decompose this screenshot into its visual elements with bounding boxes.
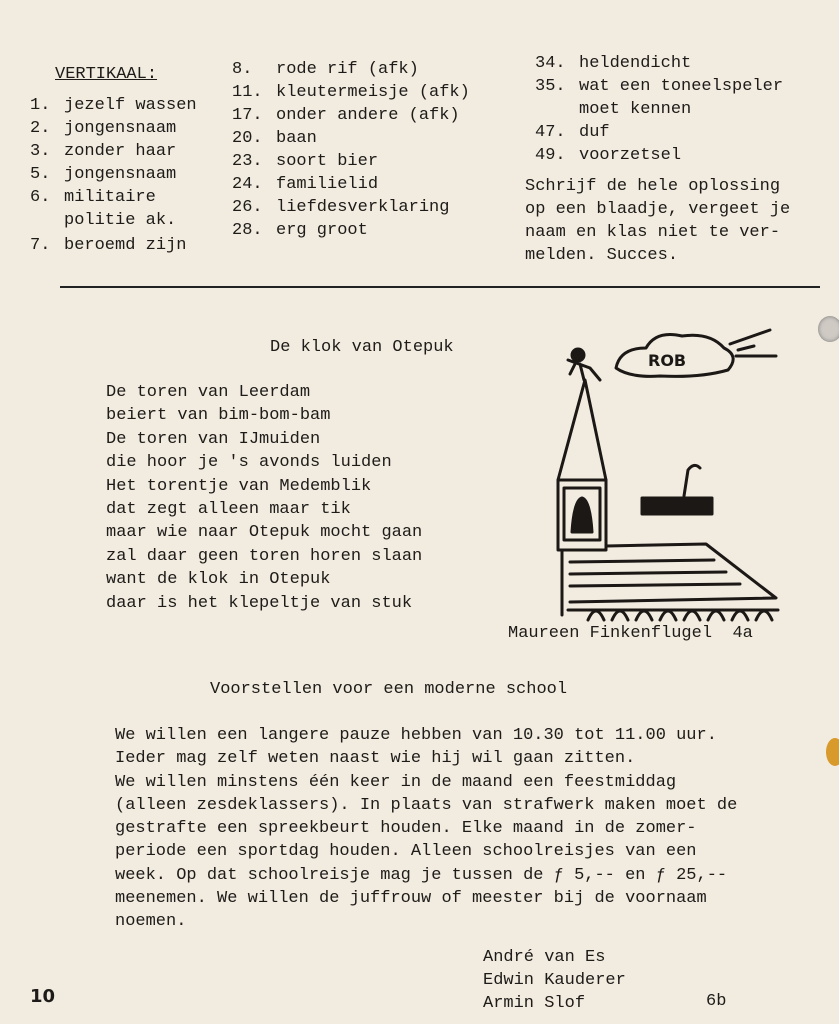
proposal-line: week. Op dat schoolreisje mag je tussen de ƒ 5,-- en ƒ 25,-- bbox=[115, 865, 728, 885]
proposal-line: noemen. bbox=[115, 912, 187, 932]
clue-item: 2. jongensnaam bbox=[30, 119, 177, 138]
poem-line: Het torentje van Medemblik bbox=[106, 476, 372, 496]
punch-hole bbox=[818, 316, 839, 342]
proposal-line: We willen minstens één keer in de maand een feestmiddag bbox=[115, 772, 677, 792]
instruction-line: naam en klas niet te ver- bbox=[525, 223, 781, 242]
poem-line: maar wie naar Otepuk mocht gaan bbox=[106, 523, 423, 543]
instruction-line: op een blaadje, vergeet je bbox=[525, 200, 791, 219]
clue-item: 35. wat een toneelspeler bbox=[535, 77, 784, 96]
author-name: André van Es bbox=[483, 948, 606, 967]
clue-item: 6. militaire bbox=[30, 188, 156, 207]
instruction-line: melden. Succes. bbox=[525, 246, 679, 265]
clue-item: 23. soort bier bbox=[232, 152, 379, 171]
poem-line: De toren van IJmuiden bbox=[106, 429, 321, 449]
poem-line: zal daar geen toren horen slaan bbox=[106, 546, 423, 566]
proposals-title: Voorstellen voor een moderne school bbox=[210, 680, 568, 699]
clue-item: 47. duf bbox=[535, 123, 610, 142]
tower-drawing bbox=[540, 320, 790, 630]
clue-item: 49. voorzetsel bbox=[535, 146, 682, 165]
punch-hole bbox=[826, 738, 839, 766]
instruction-line: Schrijf de hele oplossing bbox=[525, 177, 781, 196]
proposal-line: Ieder mag zelf weten naast wie hij wil gaan zitten. bbox=[115, 749, 636, 769]
poem-author-class: 4a bbox=[732, 624, 753, 643]
proposal-authors bbox=[483, 946, 626, 1015]
proposal-line: periode een sportdag houden. Alleen schoolreisjes van een bbox=[115, 842, 697, 862]
poem-line: beiert van bim-bom-bam bbox=[106, 406, 331, 426]
clue-item: 7. beroemd zijn bbox=[30, 236, 187, 255]
clue-item: 28. erg groot bbox=[232, 221, 368, 240]
crossword-instructions bbox=[525, 175, 790, 267]
clue-item: moet kennen bbox=[579, 100, 692, 119]
poem-line: De toren van Leerdam bbox=[106, 383, 311, 402]
poem-author-line bbox=[508, 622, 753, 645]
proposal-line: gestrafte een spreekbeurt houden. Elke maand in de zomer- bbox=[115, 819, 697, 839]
clue-item: 3. zonder haar bbox=[30, 142, 177, 161]
clue-column-3 bbox=[535, 52, 783, 167]
author-name: Edwin Kauderer bbox=[483, 971, 626, 990]
poem-line: want de klok in Otepuk bbox=[106, 570, 331, 590]
clue-item: 34. heldendicht bbox=[535, 54, 692, 73]
poem-line: dat zegt alleen maar tik bbox=[106, 500, 351, 520]
clue-item: 5. jongensnaam bbox=[30, 165, 177, 184]
proposal-line: (alleen zesdeklassers). In plaats van strafwerk maken moet de bbox=[115, 795, 738, 815]
clue-item: 17. onder andere (afk) bbox=[232, 106, 460, 125]
clue-item: politie ak. bbox=[64, 211, 177, 230]
clue-item: 1. jezelf wassen bbox=[30, 96, 197, 115]
clue-column-2 bbox=[232, 58, 470, 242]
proposals-body bbox=[115, 724, 737, 934]
poem-line: daar is het klepeltje van stuk bbox=[106, 593, 413, 613]
clue-item: 20. baan bbox=[232, 129, 317, 148]
clue-item: 8. rode rif (afk) bbox=[232, 60, 419, 79]
page-number: 10 bbox=[30, 986, 56, 1007]
poem-title: De klok van Otepuk bbox=[270, 338, 454, 357]
poem-author: Maureen Finkenflugel bbox=[508, 624, 713, 643]
cloud-text: ROB bbox=[648, 351, 687, 370]
clue-item: 11. kleutermeisje (afk) bbox=[232, 83, 470, 102]
poem-line: die hoor je 's avonds luiden bbox=[106, 453, 392, 473]
proposal-line: meenemen. We willen de juffrouw of meester bij de voornaam bbox=[115, 889, 707, 909]
proposal-class: 6b bbox=[706, 992, 727, 1011]
crossword-heading: VERTIKAAL: bbox=[55, 65, 158, 84]
clue-item: 26. liefdesverklaring bbox=[232, 198, 450, 217]
clue-item: 24. familielid bbox=[232, 175, 379, 194]
poem-body bbox=[106, 381, 422, 615]
section-divider bbox=[60, 286, 820, 288]
author-name: Armin Slof bbox=[483, 994, 586, 1013]
clue-column-1 bbox=[30, 94, 197, 257]
proposal-line: We willen een langere pauze hebben van 10.30 tot 11.00 uur. bbox=[115, 726, 717, 745]
